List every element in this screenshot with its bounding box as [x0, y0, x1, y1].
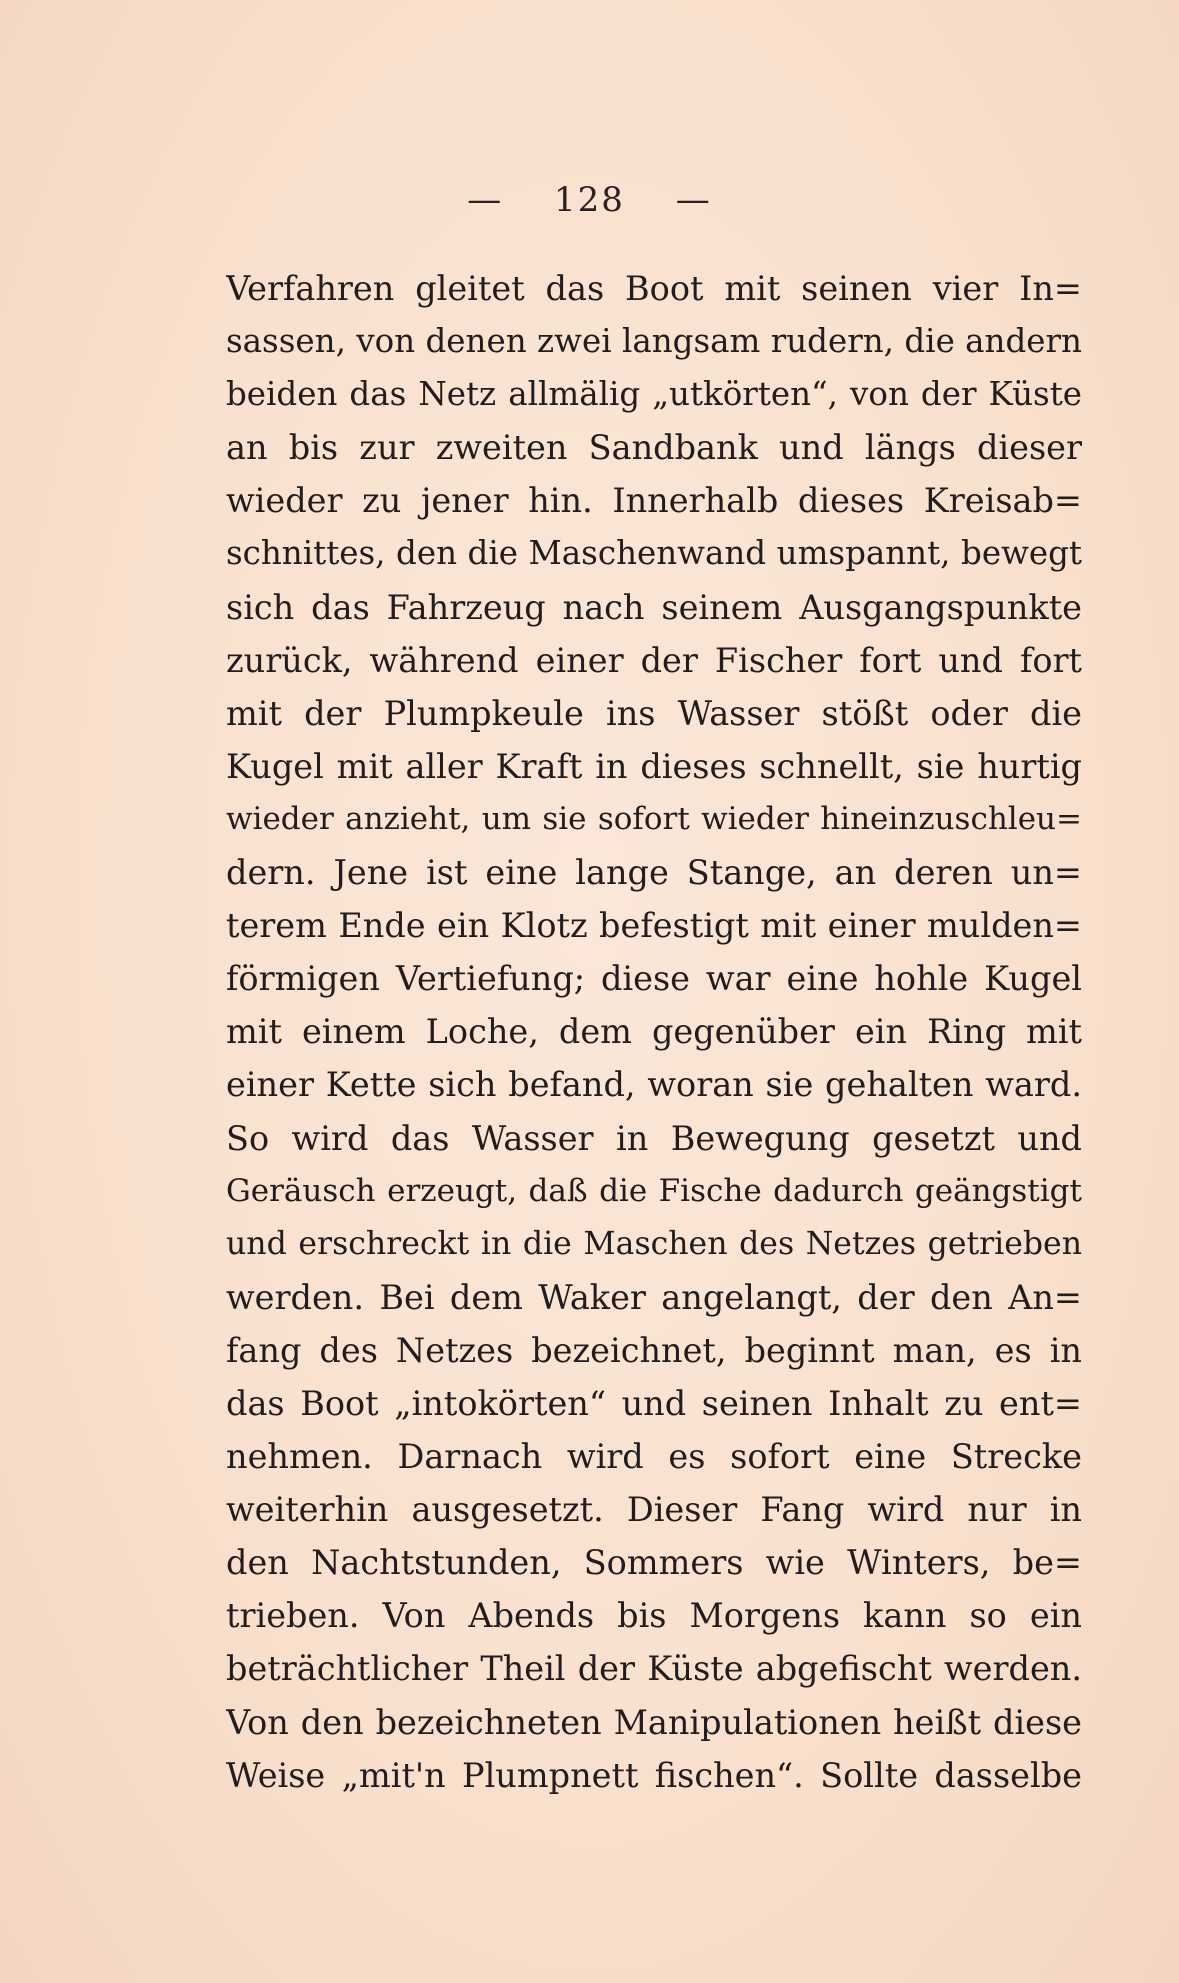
text-line: Weise „mit'n Plumpnett fischen“. Sollte dasselbe [226, 1755, 1082, 1795]
header-dash-right: — [675, 180, 712, 220]
text-line: So wird das Wasser in Bewegung gesetzt und [226, 1118, 1082, 1158]
text-line: und erschreckt in die Maschen des Netzes getrieben [226, 1225, 1082, 1262]
text-line: Von den bezeichneten Manipulationen heißt diese [226, 1702, 1082, 1742]
text-line: mit einem Loche, dem gegenüber ein Ring mit [226, 1012, 1082, 1052]
text-line: mit der Plumpkeule ins Wasser stößt oder die [226, 693, 1082, 733]
text-line: dern. Jene ist eine lange Stange, an deren un= [226, 853, 1082, 893]
page-header [0, 180, 1179, 220]
text-line: terem Ende ein Klotz befestigt mit einer mulden= [226, 906, 1082, 946]
text-line: förmigen Vertiefung; diese war eine hohle Kugel [226, 959, 1082, 999]
page-number: 128 [554, 180, 625, 220]
text-line: sich das Fahrzeug nach seinem Ausgangspunkte [226, 587, 1082, 627]
text-line: den Nachtstunden, Sommers wie Winters, be= [226, 1543, 1082, 1583]
text-line: sassen, von denen zwei langsam rudern, die andern [226, 322, 1082, 361]
text-line: an bis zur zweiten Sandbank und längs dieser [226, 428, 1082, 468]
text-line: werden. Bei dem Waker angelangt, der den An= [226, 1277, 1082, 1317]
text-line: weiterhin ausgesetzt. Dieser Fang wird nur in [226, 1490, 1082, 1530]
text-line: Verfahren gleitet das Boot mit seinen vier In= [226, 269, 1082, 308]
body-text [226, 262, 1082, 1802]
header-dash-left: — [467, 180, 504, 220]
text-line: wieder anzieht, um sie sofort wieder hineinzuschleu= [226, 800, 1082, 837]
text-line: zurück, während einer der Fischer fort und fort [226, 640, 1082, 680]
text-line: wieder zu jener hin. Innerhalb dieses Kreisab= [226, 481, 1082, 521]
text-line: beträchtlicher Theil der Küste abgefischt werden. [226, 1649, 1082, 1689]
text-line: Geräusch erzeugt, daß die Fische dadurch geängstigt [226, 1172, 1082, 1209]
text-line: einer Kette sich befand, woran sie gehalten ward. [226, 1065, 1082, 1105]
text-line: Kugel mit aller Kraft in dieses schnellt, sie hurtig [226, 746, 1082, 786]
text-line: das Boot „intokörten“ und seinen Inhalt zu ent= [226, 1383, 1082, 1423]
text-line: trieben. Von Abends bis Morgens kann so ein [226, 1596, 1082, 1636]
text-line: nehmen. Darnach wird es sofort eine Strecke [226, 1437, 1082, 1477]
text-line: fang des Netzes bezeichnet, beginnt man, es in [226, 1330, 1082, 1370]
text-line: beiden das Netz allmälig „utkörten“, von der Küste [226, 375, 1082, 414]
text-line: schnittes, den die Maschenwand umspannt, bewegt [226, 534, 1082, 573]
